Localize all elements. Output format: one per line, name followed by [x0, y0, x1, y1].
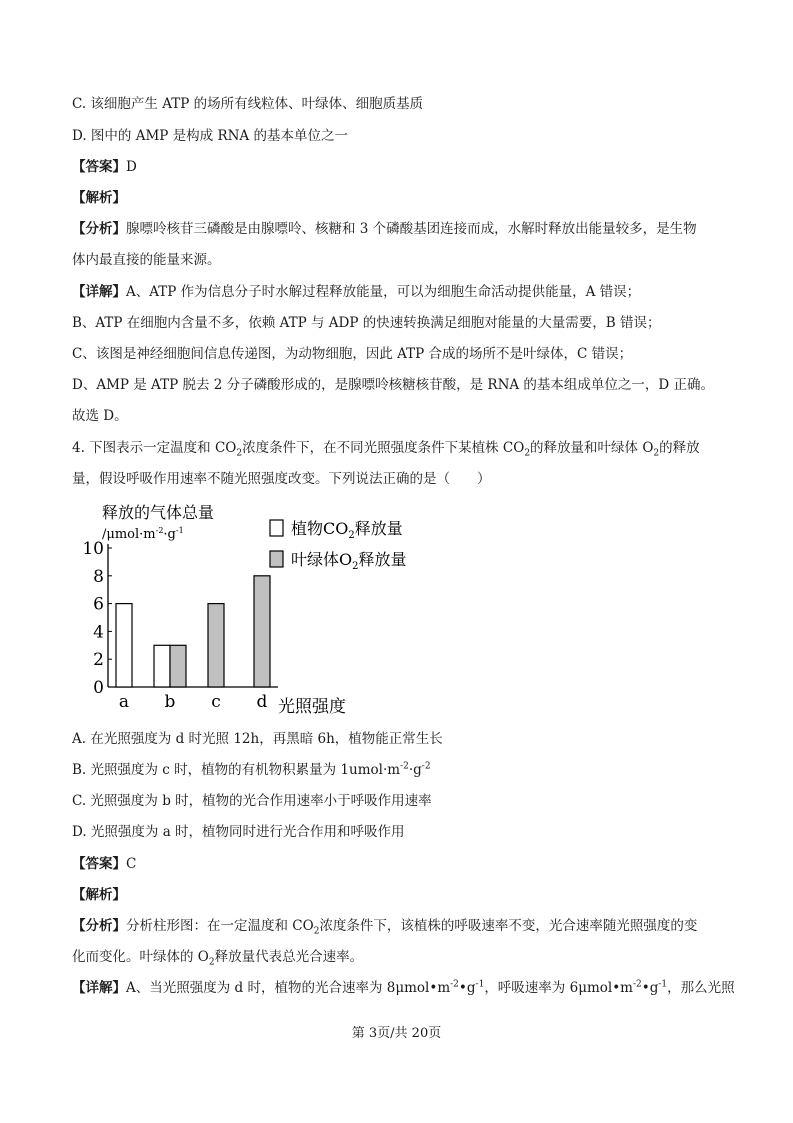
bar: [208, 604, 224, 687]
bar: [154, 645, 170, 687]
option-d: D. 光照强度为 a 时，植物同时进行光合作用和呼吸作用: [72, 824, 405, 840]
legend-label-o2: 叶绿体$O_2$释放量: [291, 550, 407, 572]
text-line: 【分析】分析柱形图：在一定温度和 $CO_2$浓度条件下，该植株的呼吸速率不变，光合速率随光照强度的变: [72, 918, 698, 937]
question-stem: 量，假设呼吸作用速率不随光照强度改变。下列说法正确的是（ ）: [72, 471, 491, 487]
answer-label: 【答案】D: [72, 159, 137, 175]
bar: [170, 645, 186, 687]
y-tick-label: 6: [93, 594, 104, 615]
option-c: C. 光照强度为 b 时，植物的光合作用速率小于呼吸作用速率: [72, 793, 432, 809]
text-line: 故选 D。: [72, 408, 128, 424]
y-tick-label: 4: [93, 622, 104, 643]
x-tick-label: c: [211, 692, 221, 712]
option-a: A. 在光照强度为 d 时光照 12h，再黑暗 6h，植物能正常生长: [72, 731, 443, 747]
x-tick-label: a: [118, 692, 130, 712]
chart-ylabel: 释放的气体总量: [102, 503, 215, 522]
bar: [116, 604, 132, 687]
chart-xlabel: 光照强度: [278, 697, 346, 717]
option-b: B. 光照强度为 c 时，植物的有机物积累量为 $1umol\cdot m^{-2}\cdot g^{-2}$: [72, 761, 431, 778]
y-tick-label: 0: [93, 678, 104, 698]
answer-label: 【答案】C: [72, 856, 137, 872]
y-tick-label: 8: [93, 566, 104, 587]
text-line: 【详解】A、ATP 作为信息分子时水解过程释放能量，可以为细胞生命活动提供能量，A 错误；: [72, 284, 641, 300]
page-footer: 第 3页/共 20页: [351, 1026, 442, 1041]
text-line: 【详解】A、当光照强度为 d 时，植物的光合速率为 $8\mu mol•m^{-2}•g^{-1}$，呼吸速率为 $6\mu mol•m^{-2}•g^{-1}$，那么光照: [72, 979, 735, 996]
text-line: 【分析】腺嘌呤核苷三磷酸是由腺嘌呤、核糖和 3 个磷酸基团连接而成，水解时释放出能量较多，是生物: [72, 221, 697, 237]
bar-chart: [78, 500, 438, 720]
x-tick-label: b: [164, 692, 176, 712]
y-tick-label: 2: [93, 650, 104, 671]
text-line: C、该图是神经细胞间信息传递图，为动物细胞，因此 ATP 合成的场所不是叶绿体，C 错误；: [72, 346, 633, 362]
text-line: C. 该细胞产生 ATP 的场所有线粒体、叶绿体、细胞质基质: [72, 96, 424, 112]
legend-label-co2: 植物$CO_2$释放量: [291, 519, 403, 541]
question-stem: 4. 下图表示一定温度和 $CO_2$浓度条件下，在不同光照强度条件下某植株 $CO_2$的释放量和叶绿体 $O_2$的释放: [72, 440, 700, 459]
analysis-label: 【解析】: [72, 190, 126, 206]
x-tick-label: d: [256, 692, 268, 712]
text-line: B、ATP 在细胞内含量不多，依赖 ATP 与 ADP 的快速转换满足细胞对能量的大量需要，B 错误；: [72, 315, 661, 331]
text-line: 体内最直接的能量来源。: [72, 252, 221, 268]
chart-ylabel-unit: $/\mu mol\cdot m^{-2}\cdot g^{-1}$: [102, 526, 184, 542]
text-line: D. 图中的 AMP 是构成 RNA 的基本单位之一: [72, 128, 348, 144]
analysis-label: 【解析】: [72, 887, 126, 903]
bar: [254, 576, 270, 687]
legend-swatch-o2: [270, 551, 283, 567]
text-line: D、AMP 是 ATP 脱去 2 分子磷酸形成的，是腺嘌呤核糖核苷酸，是 RNA 的基本组成单位之一，D 正确。: [72, 377, 715, 393]
text-line: 化而变化。叶绿体的 $O_2$释放量代表总光合速率。: [72, 949, 364, 968]
y-tick-label: 10: [82, 539, 104, 559]
legend-swatch-co2: [270, 520, 283, 536]
